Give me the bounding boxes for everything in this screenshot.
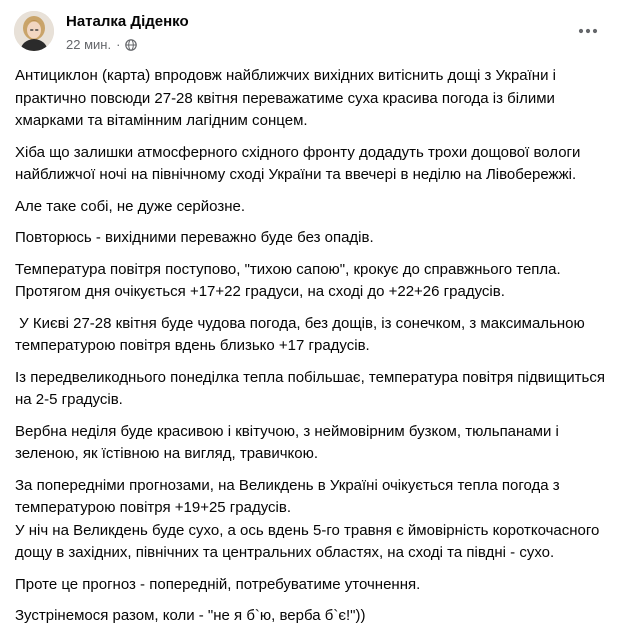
more-options-icon <box>578 28 598 34</box>
post-paragraph: Хіба що залишки атмосферного східного фронту додадуть трохи дощової вологи найближчої ночі на північному сході України та ввечері в неділю на Лівобережжі. <box>15 143 585 183</box>
post-header <box>14 11 606 55</box>
post-paragraph: У Києві 27-28 квітня буде чудова погода, без дощів, із сонечком, з максимальною температурою повітря вдень близько +17 градусів. <box>15 314 589 354</box>
globe-icon[interactable] <box>125 39 137 51</box>
post-paragraph: Температура повітря поступово, "тихою сапою", крокує до справжнього тепла. Протягом дня очікується +17+22 градуси, на сході до +22+26 градусів. <box>15 260 565 300</box>
meta-separator: · <box>116 37 121 52</box>
post-paragraph: Але таке собі, не дуже серйозне. <box>15 197 245 215</box>
post-body <box>15 65 615 637</box>
avatar-image <box>14 11 54 51</box>
more-options-button[interactable] <box>574 17 602 45</box>
post-paragraph: Вербна неділя буде красивою і квітучою, з неймовірним бузком, тюльпанами і зеленою, як їстівною на вигляд, травичкою. <box>15 422 564 462</box>
post-paragraph: Із передвеликоднього понеділка тепла побільшає, температура повітря підвищиться на 2-5 градусів. <box>15 368 610 408</box>
avatar[interactable] <box>14 11 54 51</box>
post-paragraph: Повторюсь - вихідними переважно буде без опадів. <box>15 229 374 246</box>
author-name[interactable]: Наталка Діденко <box>66 13 189 30</box>
post-paragraph: Проте це прогноз - попередній, потребуватиме уточнення. <box>15 575 421 593</box>
post-meta <box>66 37 137 52</box>
post-paragraph: Зустрінемося разом, коли - "не я б`ю, верба б`є!")) <box>15 607 366 624</box>
post-paragraph: Антициклон (карта) впродовж найближчих вихідних витіснить дощі з України і практично повсюди 27-28 квітня переважатиме суха красива погода із білими хмарками та вітамінним лагідним сонцем. <box>15 67 561 129</box>
post-paragraph: За попередніми прогнозами, на Великдень в Україні очікується тепла погода з температурою повітря +19+25 градусів. У ніч на Великдень буде сухо, а ось вдень 5-го травня є ймовірність короткочасного дощу в західних, північних та центральних областях, на сході та півдні - сухо. <box>15 476 600 561</box>
post-timestamp[interactable]: 22 мин. <box>66 37 112 52</box>
